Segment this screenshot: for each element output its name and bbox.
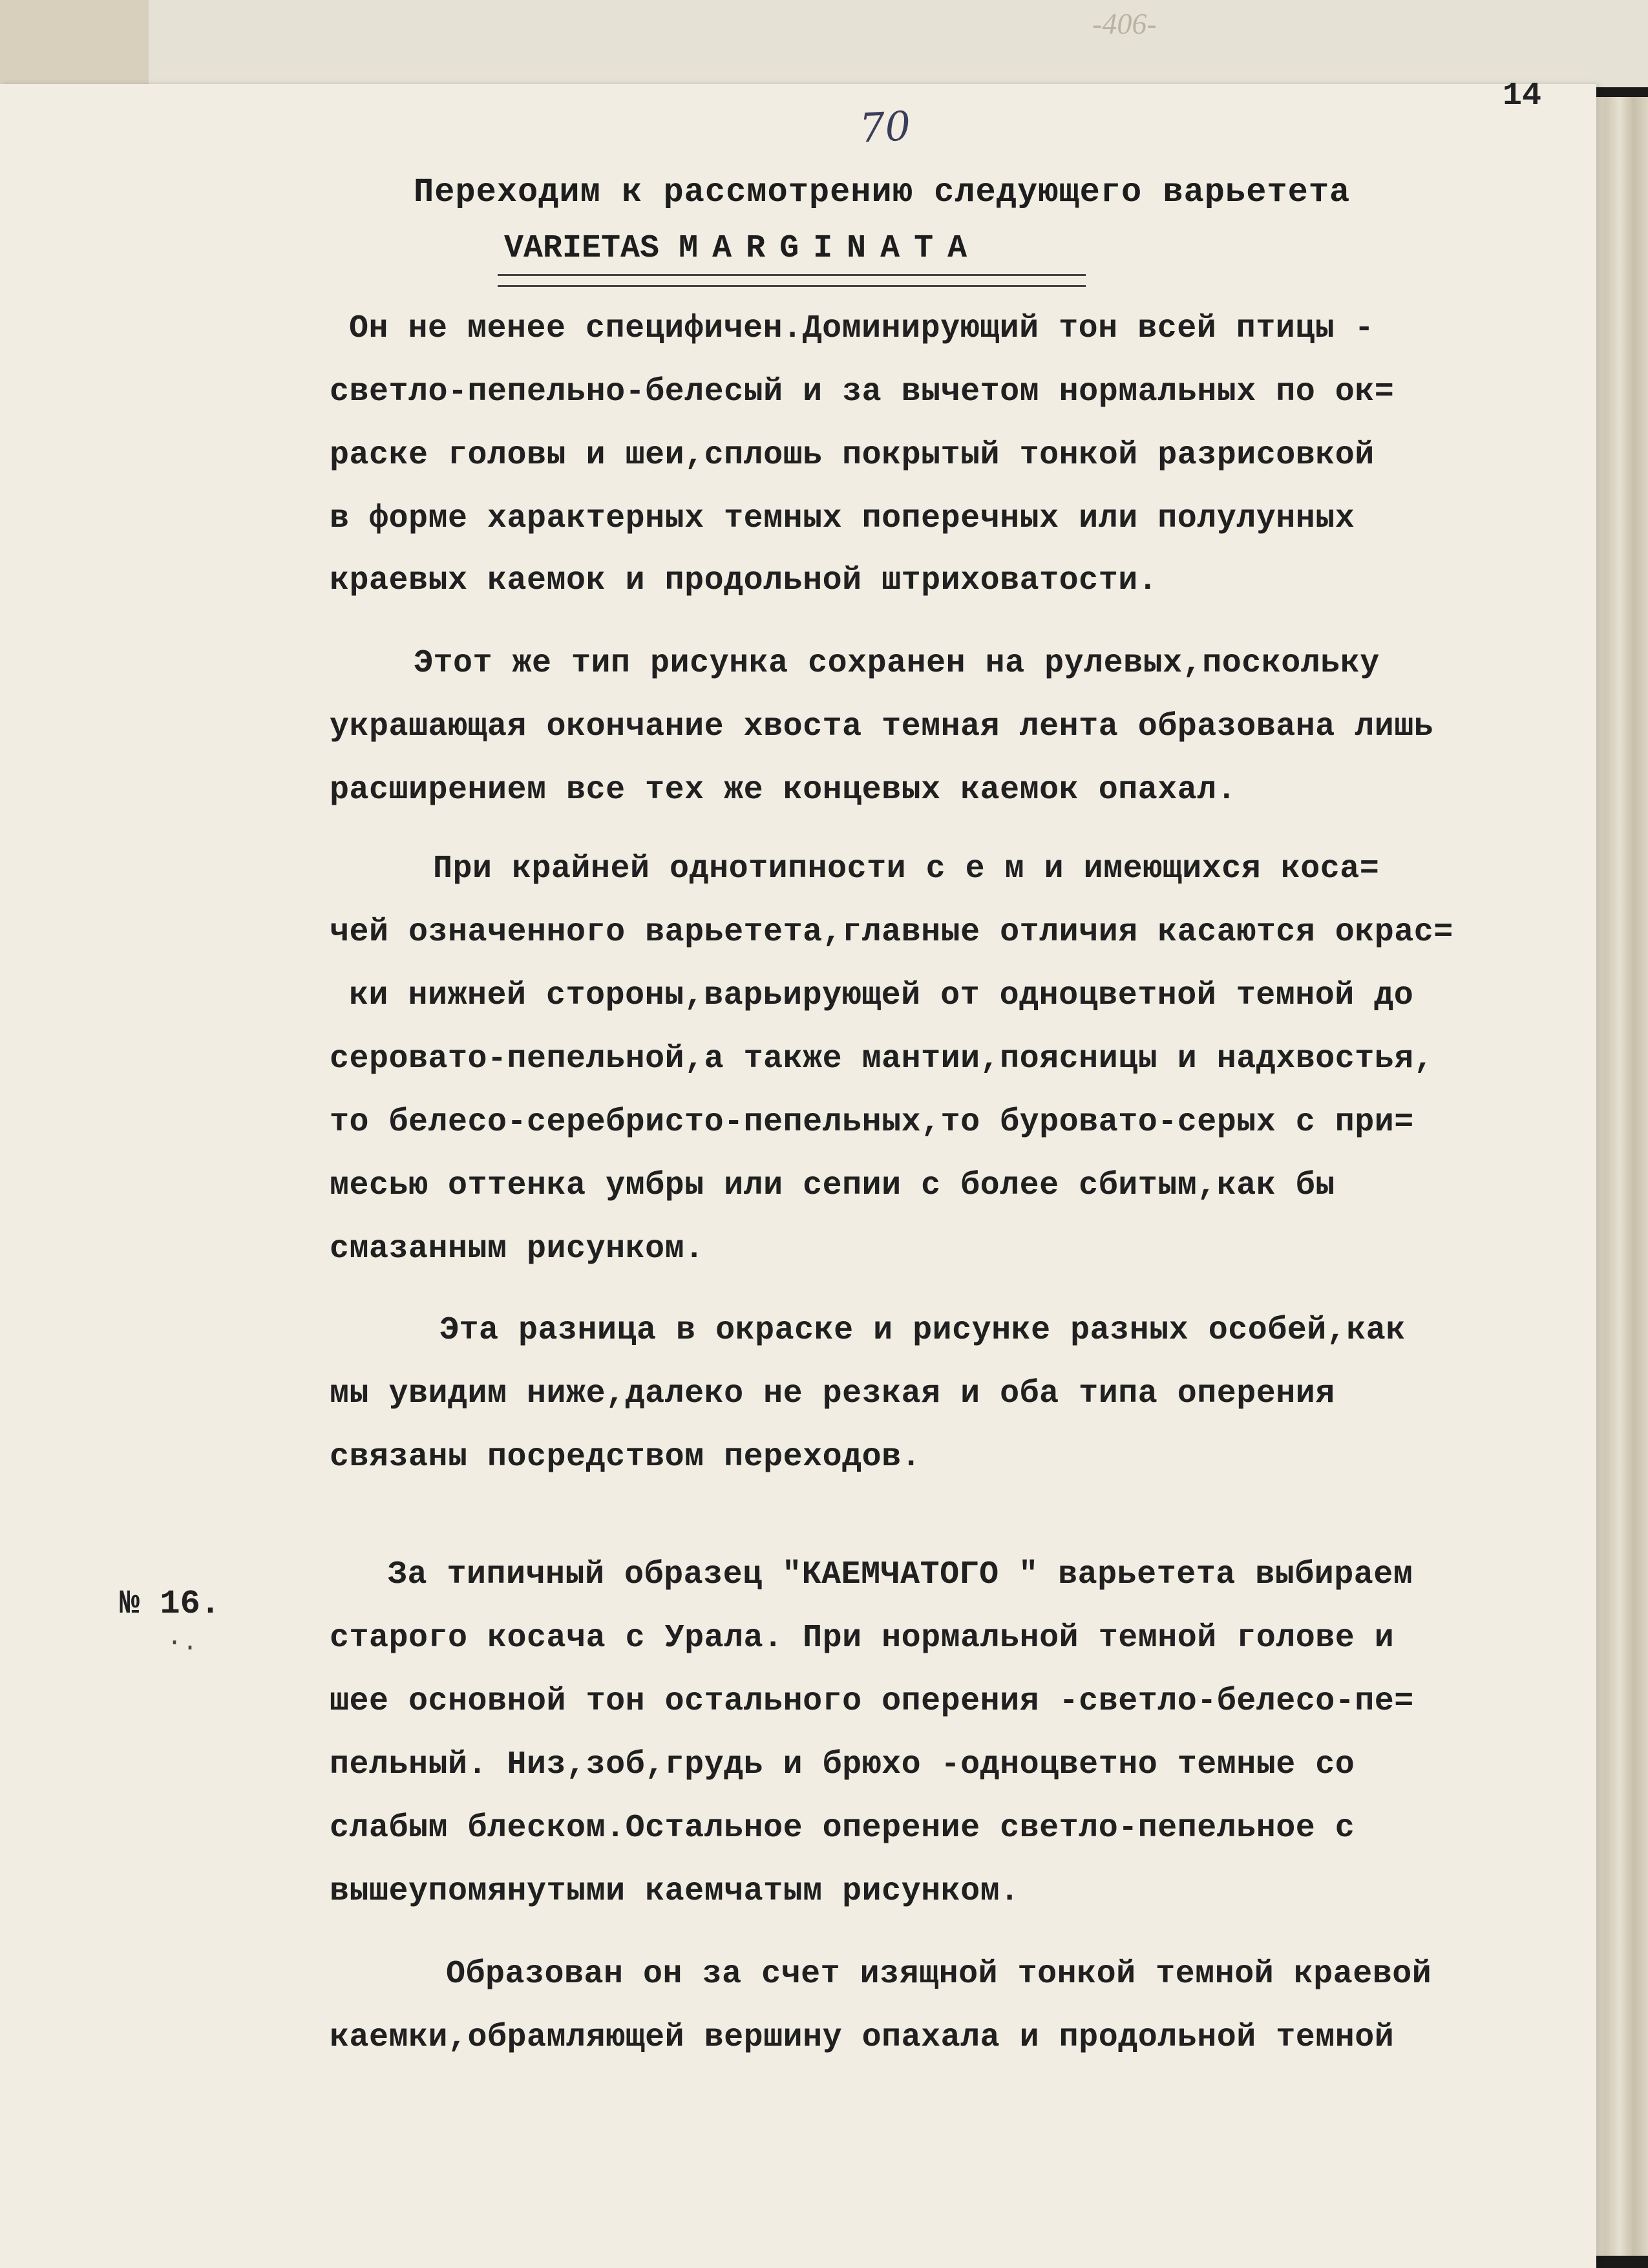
variety-name — [504, 230, 981, 267]
text-line: украшающая окончание хвоста темная лента образована лишь — [330, 708, 1434, 745]
text-line: Образован он за счет изящной тонкой темной краевой — [446, 1956, 1432, 1993]
section-heading: Переходим к рассмотрению следующего варьетета — [414, 173, 1351, 211]
text-line: Этот же тип рисунка сохранен на рулевых,поскольку — [414, 645, 1380, 682]
text-line: месью оттенка умбры или сепии с более сбитым,как бы — [330, 1167, 1335, 1204]
text-line: то белесо-серебристо-пепельных,то буровато-серых с при= — [330, 1104, 1414, 1141]
text-line: чей означенного варьетета,главные отличия касаются окрас= — [330, 914, 1453, 951]
margin-marks: ·. — [167, 1629, 198, 1658]
text-line: светло-пепельно-белесый и за вычетом нормальных по ок= — [330, 374, 1395, 410]
handwritten-folio-number: 70 — [858, 101, 912, 153]
text-line: вышеупомянутыми каемчатым рисунком. — [330, 1873, 1020, 1910]
text-line: шее основной тон остального оперения -светло-белесо-пе= — [330, 1683, 1414, 1720]
text-line: мы увидим ниже,далеко не резкая и оба типа оперения — [330, 1375, 1335, 1412]
underlying-page — [0, 0, 149, 84]
variety-word-2: MARGINATA — [679, 230, 982, 267]
next-page-strip — [149, 0, 1648, 87]
strip-number: -406- — [1092, 7, 1157, 40]
text-line: в форме характерных темных поперечных или полулунных — [330, 500, 1355, 537]
text-line: слабым блеском.Остальное оперение светло-пепельное с — [330, 1810, 1355, 1847]
text-line: Эта разница в окраске и рисунке разных особей,как — [439, 1312, 1406, 1349]
page-number: 14 — [1503, 78, 1542, 114]
text-line: За типичный образец "КАЕМЧАТОГО " варьетета выбираем — [388, 1556, 1413, 1593]
double-underline — [498, 274, 1086, 287]
text-line: старого косача с Урала. При нормальной темной голове и — [330, 1620, 1395, 1657]
margin-specimen-number: № 16. — [120, 1585, 221, 1623]
text-line: каемки,обрамляющей вершину опахала и продольной темной — [330, 2019, 1395, 2056]
text-line: При крайней однотипности с е м и имеющихся коса= — [433, 851, 1380, 887]
text-line: смазанным рисунком. — [330, 1231, 704, 1267]
text-line: связаны посредством переходов. — [330, 1439, 922, 1476]
text-line: Он не менее специфичен.Доминирующий тон всей птицы - — [349, 310, 1375, 347]
text-line: краевых каемок и продольной штриховатости. — [330, 562, 1158, 599]
text-line: серовато-пепельной,а также мантии,поясницы и надхвостья, — [330, 1041, 1434, 1077]
text-line: ки нижней стороны,варьирующей от одноцветной темной до — [349, 977, 1414, 1014]
text-line: расширением все тех же концевых каемок опахал. — [330, 772, 1237, 809]
text-line: раске головы и шеи,сплошь покрытый тонкой разрисовкой — [330, 437, 1375, 474]
text-line: пельный. Низ,зоб,грудь и брюхо -одноцветно темные со — [330, 1746, 1355, 1783]
variety-word-1: VARIETAS — [504, 230, 660, 267]
